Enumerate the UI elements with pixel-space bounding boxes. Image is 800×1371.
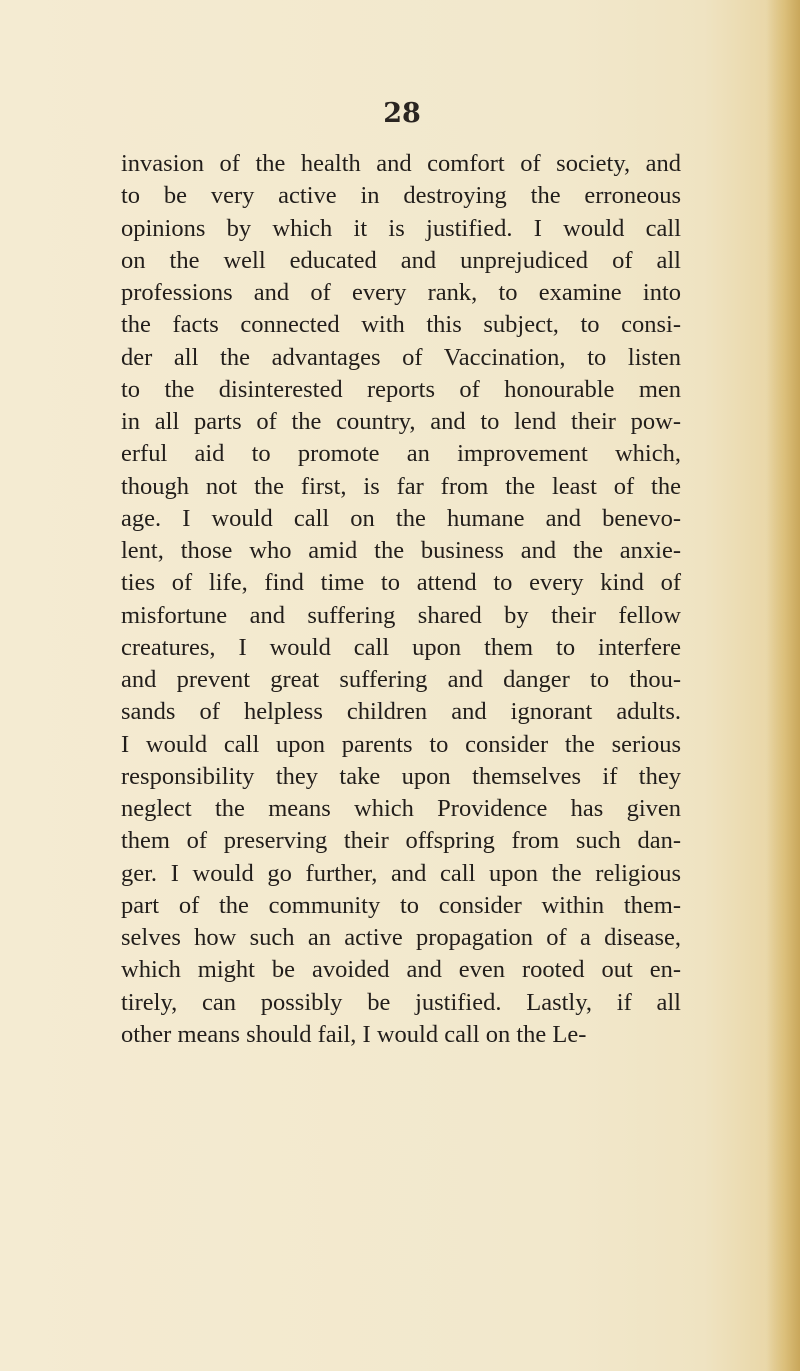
text-line: ger. I would go further, and call upon the religious bbox=[121, 859, 681, 887]
body-text bbox=[121, 148, 681, 1051]
text-line: creatures, I would call upon them to interfere bbox=[121, 633, 681, 661]
text-line: professions and of every rank, to examine into bbox=[121, 279, 681, 306]
text-line: neglect the means which Providence has given bbox=[121, 795, 681, 822]
text-line: der all the advantages of Vaccination, to listen bbox=[121, 343, 681, 371]
text-line: age. I would call on the humane and benevo- bbox=[121, 504, 681, 532]
text-line: invasion of the health and comfort of society, and bbox=[121, 150, 681, 177]
text-line: responsibility they take upon themselves if they bbox=[121, 762, 681, 790]
text-line: to the disinterested reports of honourable men bbox=[121, 375, 681, 403]
text-line: and prevent great suffering and danger to thou- bbox=[121, 666, 681, 693]
text-line: them of preserving their offspring from such dan- bbox=[121, 827, 681, 855]
text-line: opinions by which it is justified. I would call bbox=[121, 214, 681, 242]
text-line: misfortune and suffering shared by their fellow bbox=[121, 601, 681, 629]
text-line: other means should fail, I would call on the Le- bbox=[121, 1020, 587, 1048]
text-line: lent, those who amid the business and the anxie- bbox=[121, 537, 681, 564]
page-number: 28 bbox=[383, 98, 421, 129]
text-line: in all parts of the country, and to lend their pow- bbox=[121, 408, 681, 435]
text-line: on the well educated and unprejudiced of all bbox=[121, 246, 681, 274]
text-line: which might be avoided and even rooted out en- bbox=[121, 956, 681, 984]
text-line: the facts connected with this subject, to consi- bbox=[121, 311, 681, 339]
text-line: part of the community to consider within them- bbox=[121, 891, 681, 919]
text-line: sands of helpless children and ignorant adults. bbox=[121, 698, 681, 726]
text-line: erful aid to promote an improvement which, bbox=[121, 440, 681, 468]
text-line: though not the first, is far from the least of the bbox=[121, 472, 681, 500]
text-line: I would call upon parents to consider the serious bbox=[121, 730, 681, 758]
text-line: to be very active in destroying the erroneous bbox=[121, 182, 681, 210]
page-edge-shadow bbox=[766, 0, 800, 1371]
text-line: selves how such an active propagation of a disease, bbox=[121, 924, 681, 951]
text-line: ties of life, find time to attend to every kind of bbox=[121, 569, 681, 597]
text-line: tirely, can possibly be justified. Lastly, if all bbox=[121, 988, 681, 1016]
